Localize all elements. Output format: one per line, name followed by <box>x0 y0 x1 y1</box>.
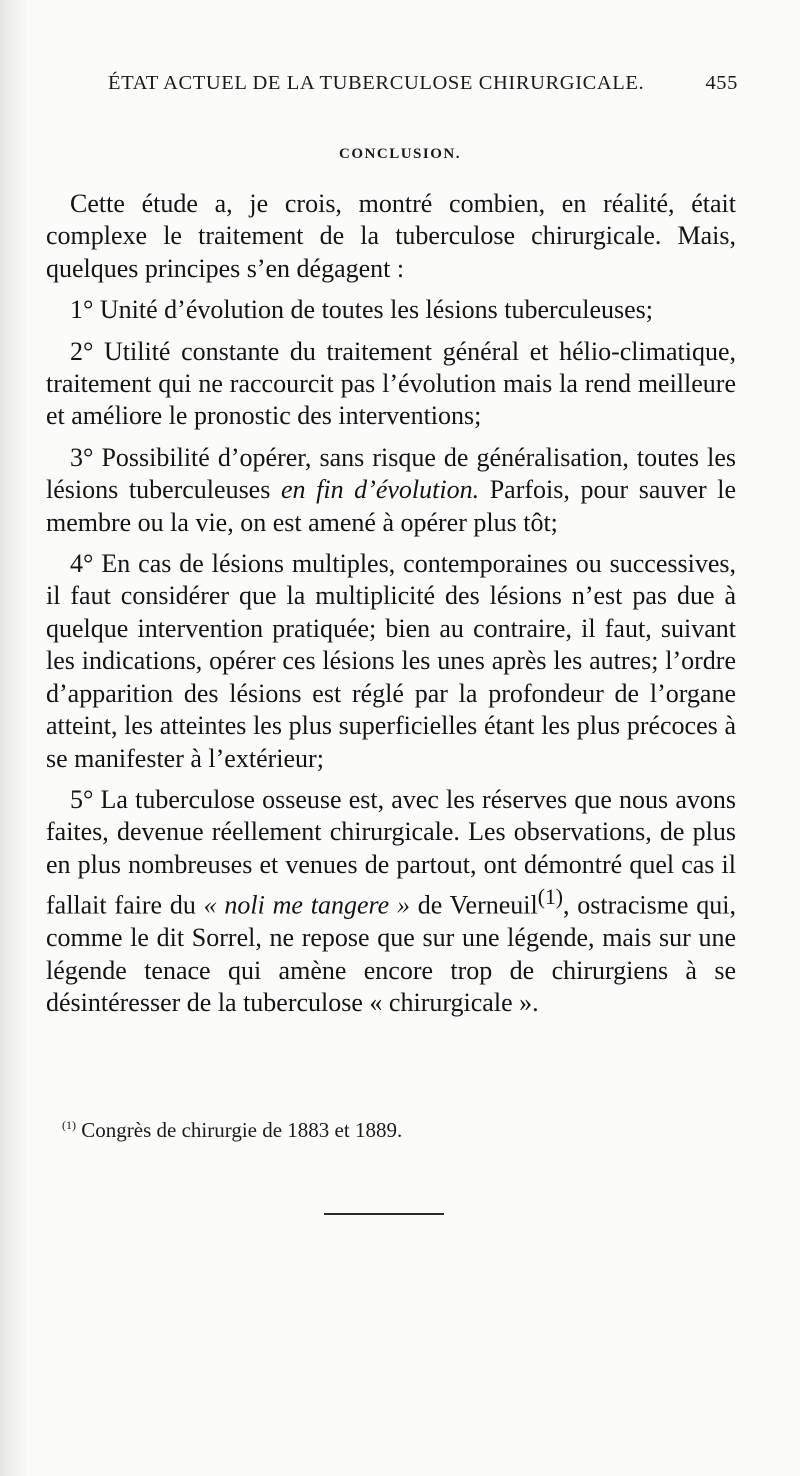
section-heading: CONCLUSION. <box>339 146 461 162</box>
principle-5-text: 5° La tuberculose osseuse est, avec les réserves que nous avons faites, devenue réellement chirurgicale. Les observations, de plus en plus nombreuses et venues de partout, ont démontré quel cas il fallait faire du <box>46 784 736 920</box>
footnote <box>62 1118 742 1143</box>
principle-5 <box>46 784 736 1020</box>
footnote-marker: (1) <box>62 1118 76 1132</box>
page-number: 455 <box>705 72 738 94</box>
intro-paragraph: Cette étude a, je crois, montré combien, en réalité, était complexe le traitement de la tuberculose chirurgicale. Mais, quelques principes s’en dégagent : <box>46 189 736 283</box>
running-head <box>108 72 738 102</box>
principle-5-text-middle: de Verneuil <box>410 890 538 920</box>
principle-3-italic: en fin d’évolution. <box>280 475 480 505</box>
principle-5-italic: « noli me tangere » <box>203 890 410 920</box>
page-edge-shadow <box>0 0 28 1476</box>
running-title: ÉTAT ACTUEL DE LA TUBERCULOSE CHIRURGICALE. <box>108 72 645 94</box>
footnote-reference: (1) <box>537 885 563 910</box>
principle-3-text-end: Parfois, pour sauver le membre ou la vie, on est amené à opérer plus tôt; <box>46 475 737 537</box>
end-rule-divider <box>324 1213 444 1215</box>
footnote-text: Congrès de chirurgie de 1883 et 1889. <box>76 1118 403 1142</box>
principle-5-text-end: , ostracisme qui, comme le dit Sorrel, ne repose que sur une légende, mais sur une légende tenace qui amène encore trop de chirurgiens à se désintéresser de la tuberculose « chirurgicale ». <box>46 890 736 1017</box>
body-text <box>46 188 736 1028</box>
principle-4: 4° En cas de lésions multiples, contemporaines ou successives, il faut considérer que la multiplicité des lésions n’est pas due à quelque intervention pratiquée; bien au contraire, il faut, suivant les indications, opérer ces lésions les unes après les autres; l’ordre d’apparition des lésions est réglé par la profondeur de l’organe atteint, les atteintes les plus superficielles étant les plus précoces à se manifester à l’extérieur; <box>46 549 736 773</box>
principle-3 <box>46 442 736 539</box>
principle-3-text: 3° Possibilité d’opérer, sans risque de généralisation, toutes les lésions tuberculeuses <box>46 442 736 505</box>
principle-1: 1° Unité d’évolution de toutes les lésions tuberculeuses; <box>70 295 654 325</box>
principle-2: 2° Utilité constante du traitement général et hélio-climatique, traitement qui ne raccourcit pas l’évolution mais la rend meilleure et améliore le pronostic des interventions; <box>46 336 736 431</box>
